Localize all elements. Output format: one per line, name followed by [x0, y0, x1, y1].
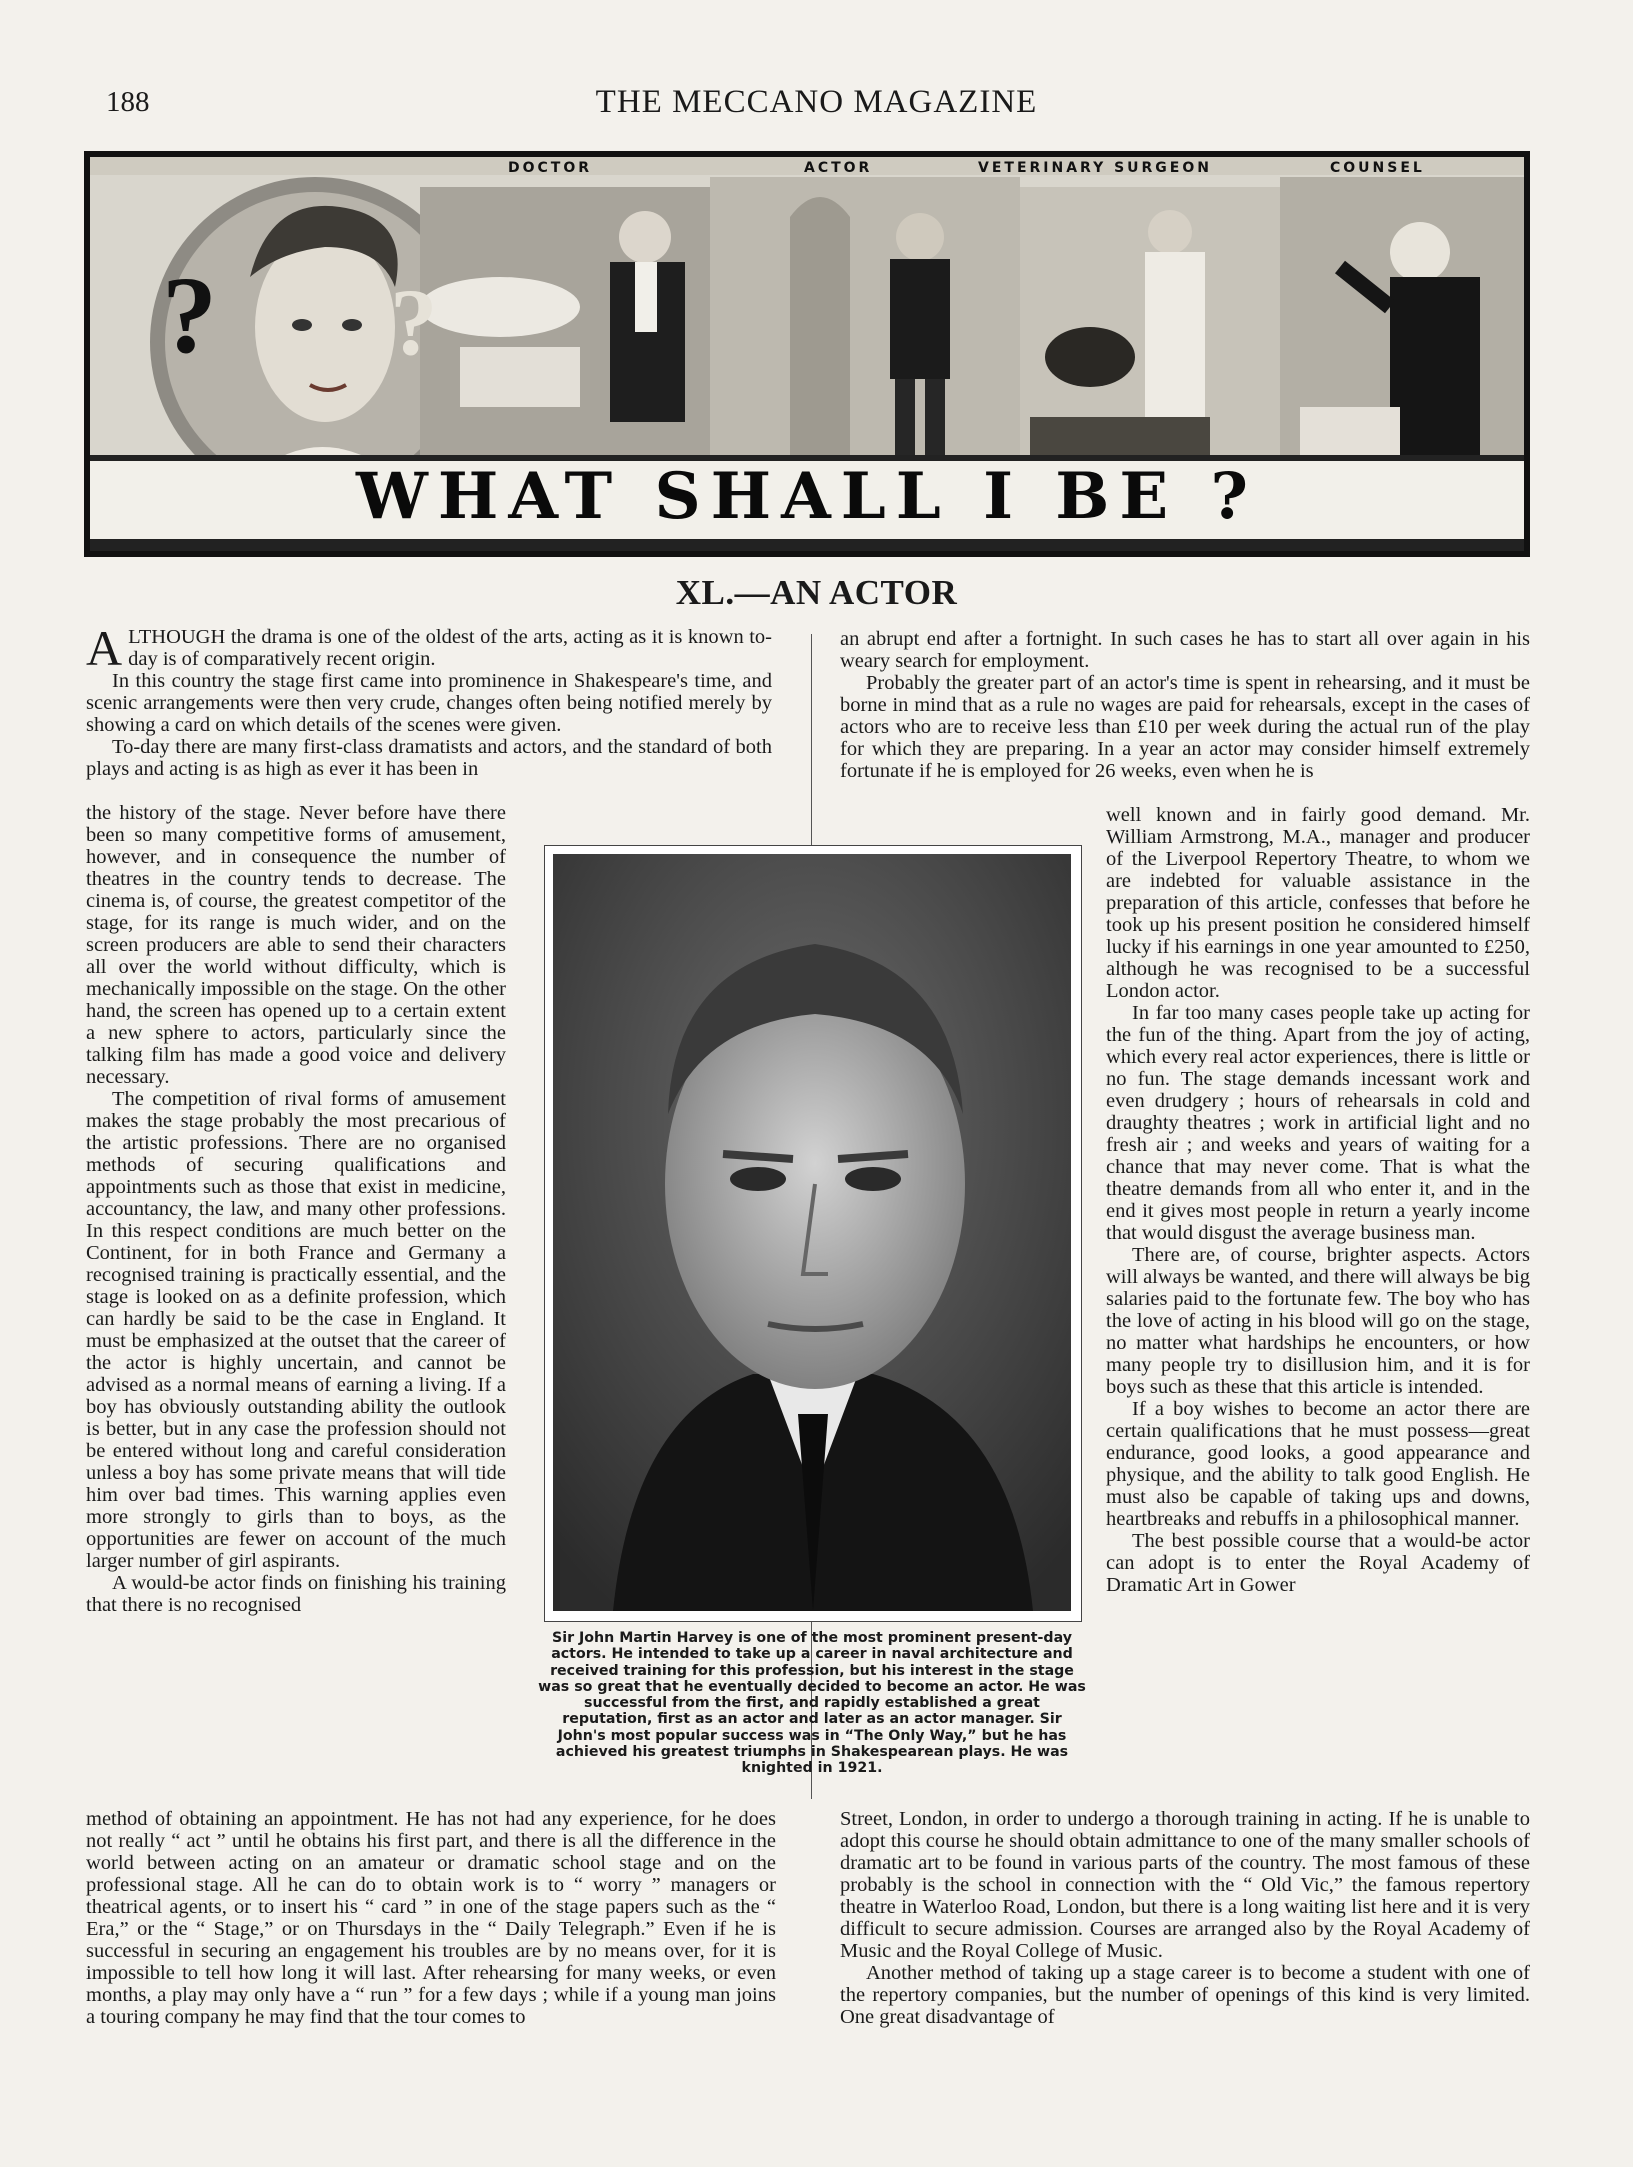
paragraph-text: LTHOUGH the drama is one of the oldest of the arts, acting as it is known to-day is of comparatively recent origin. [128, 626, 772, 670]
column-2-top [840, 628, 1530, 782]
portrait-frame [544, 845, 1082, 1622]
paragraph: The competition of rival forms of amusement makes the stage probably the most precarious of the artistic professions. There are no organised methods of securing qualifications and appointments such as those that exist in medicine, accountancy, the law, and many other professions. In this respect conditions are much better on the Continent, for in both France and Germany a recognised training is practically essential, and the stage is looked on as a definite profession, which can hardly be said to be the case in England. It must be emphasized at the outset that the career of the actor is highly uncertain, and cannot be advised as a normal means of earning a living. If a boy has obviously outstanding ability the outlook is better, but in any case the profession should not be entered without long and careful consideration unless a boy has some private means that will tide him over bad times. This warning applies even more strongly to girls than to boys, as the opportunities are fewer on account of the much larger number of girl aspirants. [86, 1088, 506, 1572]
paragraph: an abrupt end after a fortnight. In such cases he has to start all over again in his weary search for employment. [840, 628, 1530, 672]
paragraph: Probably the greater part of an actor's time is spent in rehearsing, and it must be borne in mind that as a rule no wages are paid for rehearsals, except in the cases of actors who are to receive less than £10 per week during the actual run of the play for which they are preparing. In a year an actor may consider himself extremely fortunate if he is employed for 26 weeks, even when he is [840, 672, 1530, 782]
paragraph: To-day there are many first-class dramatists and actors, and the standard of both plays and acting is as high as ever it has been in [86, 736, 772, 780]
column-1-bottom [86, 1808, 776, 2028]
question-mark-left: ? [162, 254, 217, 376]
column-2-bottom [840, 1808, 1530, 2028]
portrait-photo [553, 854, 1071, 1611]
column-2-narrow [1106, 804, 1530, 1596]
magazine-title: THE MECCANO MAGAZINE [595, 84, 1038, 120]
photo-caption: Sir John Martin Harvey is one of the most prominent present-day actors. He intended to take up a career in naval architecture and received training for this profession, but his interest in the stage was so great that he eventually decided to become an actor. He was successful from the first, and rapidly established a great reputation, first as an actor and later as an actor manager. Sir John's most popular success was in “The Only Way,” but he has achieved his greatest triumphs in Shakespearean plays. He was knighted in 1921. [538, 1630, 1086, 1777]
paragraph: well known and in fairly good demand. Mr. William Armstrong, M.A., manager and producer of the Liverpool Repertory Theatre, to whom we are indebted for valuable assistance in the preparation of this article, confesses that before he took up his present position he considered himself lucky if his earnings in one year amounted to £250, although he was recognised to be a successful London actor. [1106, 804, 1530, 1002]
banner-label-actor: ACTOR [804, 160, 873, 176]
paragraph: Another method of taking up a stage career is to become a student with one of the repertory companies, but the number of openings of this kind is very limited. One great disadvantage of [840, 1962, 1530, 2028]
column-1-top [86, 620, 772, 780]
paragraph [86, 620, 772, 676]
question-mark-right: ? [390, 269, 438, 375]
portrait-image [553, 854, 1071, 1611]
paragraph: There are, of course, brighter aspects. Actors will always be wanted, and there will always be big salaries paid to the fortunate few. The boy who has the love of acting in his blood will go on the stage, no matter what hardships he encounters, or how many people try to disillusion him, and it is for boys such as these that this article is intended. [1106, 1244, 1530, 1398]
paragraph: The best possible course that a would-be actor can adopt is to enter the Royal Academy of Dramatic Art in Gower [1106, 1530, 1530, 1596]
banner-heading: WHAT SHALL I BE ? [356, 459, 1258, 534]
banner-illustration [84, 151, 1530, 557]
paragraph: In far too many cases people take up acting for the fun of the thing. Apart from the joy of acting, which every real actor experiences, there is little or no fun. The stage demands incessant work and even drudgery ; hours of rehearsals in cold and draughty theatres ; work in artificial light and no fresh air ; and weeks and years of waiting for a chance that may never come. That is what the theatre demands from all who enter it, and in the end it gives most people in return a yearly income that would disgust the average business man. [1106, 1002, 1530, 1244]
column-1-narrow [86, 802, 506, 1616]
paragraph: method of obtaining an appointment. He has not had any experience, for he does not really “ act ” until he obtains his first part, and there is all the difference in the world between acting on an amateur or dramatic school stage and on the professional stage. All he can do to obtain work is to “ worry ” managers or theatrical agents, or to insert his “ card ” in one of the stage papers such as the “ Era,” or the “ Stage,” or on Thursdays in the “ Daily Telegraph.” Even if he is successful in securing an engagement his troubles are by no means over, for it is impossible to tell how long it will last. After rehearsing for many weeks, or even months, a play may only have a “ run ” for a few days ; while if a young man joins a touring company he may find that the tour comes to [86, 1808, 776, 2028]
banner-label-veterinary-surgeon: VETERINARY SURGEON [978, 160, 1212, 176]
page-number: 188 [106, 86, 150, 118]
banner-label-counsel: COUNSEL [1330, 160, 1425, 176]
paragraph: Street, London, in order to undergo a thorough training in acting. If he is unable to adopt this course he should obtain admittance to one of the many smaller schools of dramatic art to be found in various parts of the country. The most famous of these probably is the school in connection with the “ Old Vic,” the famous repertory theatre in Waterloo Road, London, but there is a long waiting list here and it is very difficult to secure admission. Courses are arranged also by the Royal Academy of Music and the Royal College of Music. [840, 1808, 1530, 1962]
drop-cap: A [86, 620, 123, 676]
article-title: XL.—AN ACTOR [675, 573, 958, 612]
paragraph: the history of the stage. Never before have there been so many competitive forms of amusement, however, and in consequence the number of theatres in the country tends to decrease. The cinema is, of course, the greatest competitor of the stage, for its range is much wider, and on the screen producers are able to send their characters all over the world without difficulty, which is mechanically impossible on the stage. On the other hand, the screen has opened up to a certain extent a new sphere to actors, particularly since the talking film has made a good voice and delivery necessary. [86, 802, 506, 1088]
paragraph: A would-be actor finds on finishing his training that there is no recognised [86, 1572, 506, 1616]
paragraph: In this country the stage first came into prominence in Shakespeare's time, and scenic arrangements were then very crude, changes often being notified merely by showing a card on which details of the scenes were given. [86, 670, 772, 736]
banner-label-doctor: DOCTOR [508, 160, 593, 176]
paragraph: If a boy wishes to become an actor there are certain qualifications that he must possess—great endurance, good looks, a good appearance and physique, and the ability to talk good English. He must also be capable of taking ups and downs, heartbreaks and rebuffs in a philosophical manner. [1106, 1398, 1530, 1530]
